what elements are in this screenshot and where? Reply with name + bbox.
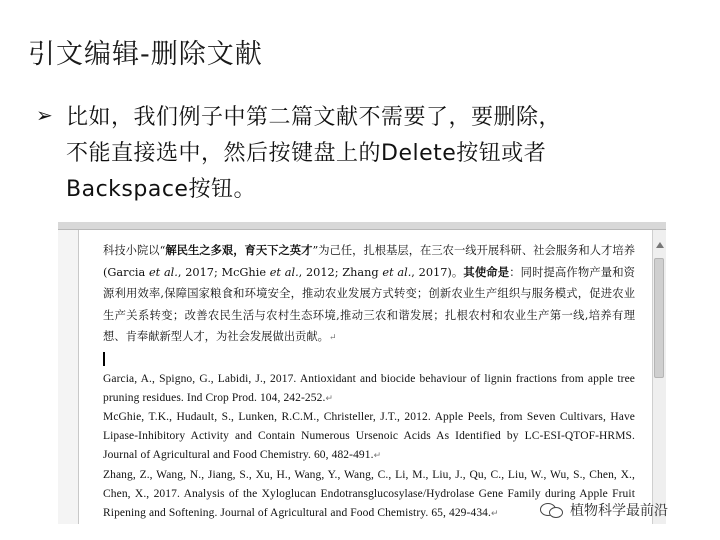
watermark-text: 植物科学最前沿	[570, 503, 668, 519]
wechat-icon	[540, 501, 566, 519]
document-text[interactable]	[103, 240, 635, 523]
bold-mission: 其使命是	[463, 264, 510, 279]
paragraph-mark-icon: ↵	[373, 450, 382, 461]
paragraph-mark-icon: ↵	[325, 392, 334, 403]
bullet-text	[66, 100, 561, 208]
document-gutter	[58, 230, 78, 524]
document-ruler	[58, 222, 666, 230]
text-cursor	[103, 352, 105, 366]
slide-title: 引文编辑-删除文献	[28, 39, 263, 70]
paragraph-mark-icon: ↵	[328, 333, 337, 343]
scroll-up-arrow-icon[interactable]	[656, 242, 664, 248]
watermark	[540, 500, 668, 520]
text-cursor-line[interactable]	[103, 350, 635, 370]
reference-item-1[interactable]: Garcia, A., Spigno, G., Labidi, J., 2017. Antioxidant and biocide behaviour of lignin fractions from apple tree pruning residues. Ind Crop Prod. 104, 242-252.↵	[103, 372, 635, 404]
bullet-line-2: 不能直接选中，然后按键盘上的Delete按钮或者	[66, 141, 547, 166]
bullet-line-3: Backspace按钮。	[66, 177, 256, 202]
bullet-block	[36, 100, 696, 208]
bullet-item	[36, 100, 696, 208]
reference-item-3[interactable]: Zhang, Z., Wang, N., Jiang, S., Xu, H., Wang, Y., Wang, C., Li, M., Liu, J., Qu, C., Liu, W., Wu, S., Chen, X., Chen, X., 2017. Analysis of the Xyloglucan Endotransglucosylase/Hydrolase Gene Family during Apple Fruit Ripening and Softening. Journal of Agricultural and Food Chemistry. 65, 429-434.↵	[103, 468, 635, 519]
scroll-thumb[interactable]	[654, 258, 664, 378]
reference-item-2[interactable]: McGhie, T.K., Hudault, S., Lunken, R.C.M., Christeller, J.T., 2012. Apple Peels, from Seven Cultivars, Have Lipase-Inhibitory Activity and Contain Numerous Ursenoic Acids As Identified by LC-ESI-QTOF-HRMS. Journal of Agricultural and Food Chemistry. 60, 482-491.↵	[103, 410, 635, 462]
document-page[interactable]	[78, 230, 650, 524]
chinese-paragraph: 科技小院以“解民生之多艰，育天下之英才”为己任，扎根基层，在三农一线开展科研、社会服务和人才培养(Garcia et al., 2017; McGhie et al., 2012; Zhang et al., 2017)。其使命是：同时提高作物产量和资源利用效率,保障国家粮食和环境安全，推动农业发展方式转变；创新农业生产组织与服务模式，促进农业生产关系转变；改善农民生活与农村生态环境,推动三农和谐发展；扎根农村和农业生产第一线,培养有理想、肯奉献新型人才，为社会发展做出贡献。↵	[103, 243, 635, 343]
vertical-scrollbar[interactable]	[652, 230, 666, 524]
document-window	[58, 222, 666, 524]
bullet-arrow-icon: ➢	[36, 103, 53, 127]
bullet-line-1: 比如，我们例子中第二篇文献不需要了，要删除，	[66, 105, 562, 130]
paragraph-mark-icon: ↵	[491, 507, 499, 518]
bold-slogan: 解民生之多艰，育天下之英才	[165, 243, 313, 257]
